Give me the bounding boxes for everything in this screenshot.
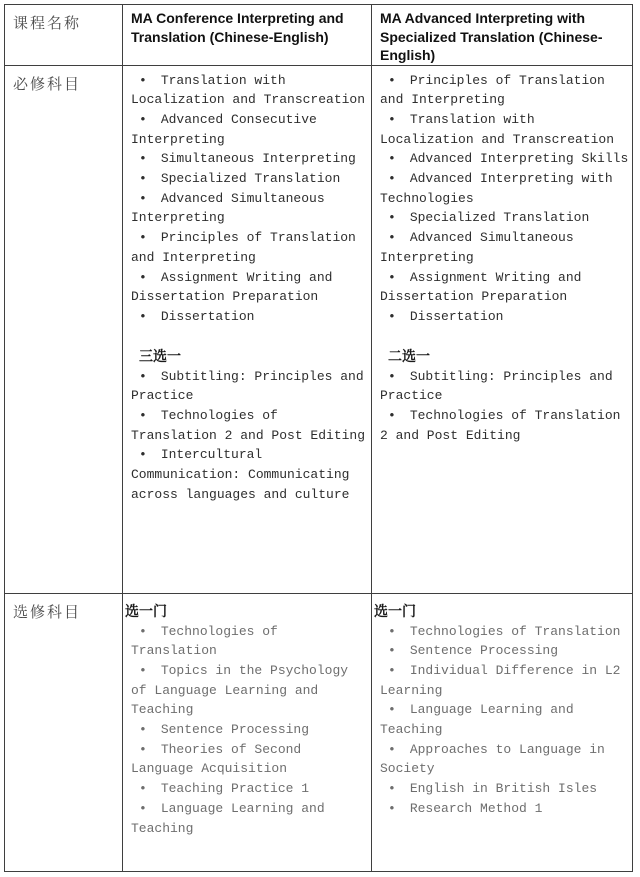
required-program1-cell	[123, 65, 372, 593]
course-name: Subtitling: Principles and Practice	[380, 368, 613, 404]
bullet-icon: •	[388, 643, 396, 659]
program2-title-header: MA Advanced Interpreting with Specialized Translation (Chinese-English)	[372, 5, 633, 66]
course-item	[123, 149, 371, 169]
course-item	[123, 228, 371, 267]
course-name: Advanced Interpreting with Technologies	[380, 171, 613, 206]
bullet-icon: •	[139, 72, 147, 88]
required-row-label: 必修科目	[5, 65, 123, 593]
course-name: Technologies of Translation 2 and Post Editing	[380, 408, 621, 443]
course-name: Translation with Localization and Transcreation	[380, 111, 615, 147]
bullet-icon: •	[139, 781, 147, 797]
course-name: Language Learning and Teaching	[380, 702, 574, 738]
course-name: Principles of Translation and Interpreting	[131, 230, 356, 265]
bullet-icon: •	[139, 190, 147, 206]
course-item	[372, 661, 632, 700]
bullet-icon: •	[139, 447, 147, 463]
course-item	[372, 228, 632, 267]
required-program2-list	[372, 71, 632, 327]
course-name: Advanced Simultaneous Interpreting	[131, 190, 325, 226]
course-item	[123, 110, 371, 149]
course-item	[372, 208, 632, 228]
bullet-icon: •	[388, 368, 396, 384]
course-name: Approaches to Language in Society	[380, 741, 605, 777]
course-item	[372, 740, 632, 779]
course-name: Advanced Interpreting Skills	[409, 151, 629, 167]
course-item	[372, 307, 632, 327]
course-name: Advanced Consecutive Interpreting	[131, 111, 317, 147]
course-name: Principles of Translation and Interpreting	[380, 72, 605, 108]
course-name: Research Method 1	[409, 800, 543, 816]
course-name-header: 课程名称	[5, 5, 123, 66]
bullet-icon: •	[139, 171, 147, 187]
course-item	[123, 406, 371, 445]
choose-one-heading-program1: 选一门	[125, 602, 167, 619]
page	[0, 4, 640, 877]
course-item	[123, 307, 371, 327]
bullet-icon: •	[388, 741, 396, 757]
choose-one-of-three-heading: 三选一	[139, 347, 181, 364]
course-item	[123, 189, 371, 228]
bullet-icon: •	[139, 230, 147, 246]
course-item	[123, 740, 371, 779]
elective-program2-cell	[372, 593, 633, 871]
bullet-icon: •	[388, 702, 396, 718]
course-name: Assignment Writing and Dissertation Preparation	[380, 269, 582, 305]
bullet-icon: •	[388, 210, 396, 226]
course-item	[123, 799, 371, 838]
course-item	[123, 169, 371, 189]
course-name: Sentence Processing	[409, 643, 559, 659]
course-name: Intercultural Communication: Communicating across languages and culture	[131, 447, 350, 502]
bullet-icon: •	[139, 623, 147, 639]
course-item	[372, 622, 632, 642]
course-name: Subtitling: Principles and Practice	[131, 368, 364, 404]
required-courses-row	[5, 65, 633, 593]
bullet-icon: •	[139, 368, 147, 384]
course-item	[372, 110, 632, 149]
bullet-icon: •	[388, 230, 396, 246]
course-name: Teaching Practice 1	[160, 781, 310, 797]
course-name: Language Learning and Teaching	[131, 800, 325, 836]
course-item	[123, 445, 371, 504]
bullet-icon: •	[388, 800, 396, 816]
course-item	[123, 622, 371, 661]
course-name: Technologies of Translation	[131, 623, 278, 659]
required-program1-list	[123, 71, 371, 327]
course-item	[123, 367, 371, 406]
bullet-icon: •	[139, 662, 147, 678]
course-item	[372, 71, 632, 110]
bullet-icon: •	[388, 623, 396, 639]
course-item	[372, 799, 632, 819]
bullet-icon: •	[139, 111, 147, 127]
required-program1-choose-list	[123, 367, 371, 505]
course-item	[372, 779, 632, 799]
course-name: Sentence Processing	[160, 722, 310, 738]
course-name: Individual Difference in L2 Learning	[380, 662, 621, 698]
elective-courses-row	[5, 593, 633, 871]
course-name: Specialized Translation	[409, 210, 590, 226]
bullet-icon: •	[388, 408, 396, 424]
bullet-icon: •	[388, 111, 396, 127]
course-item	[123, 268, 371, 307]
course-item	[372, 169, 632, 208]
bullet-icon: •	[139, 269, 147, 285]
course-item	[123, 661, 371, 720]
header-row	[5, 5, 633, 66]
bullet-icon: •	[139, 151, 147, 167]
elective-program1-list	[123, 622, 371, 839]
course-name: English in British Isles	[409, 781, 598, 797]
course-item	[372, 367, 632, 406]
course-item	[123, 720, 371, 740]
course-name: Specialized Translation	[160, 171, 341, 187]
bullet-icon: •	[139, 408, 147, 424]
curriculum-table	[4, 4, 633, 872]
bullet-icon: •	[388, 72, 396, 88]
bullet-icon: •	[388, 171, 396, 187]
bullet-icon: •	[388, 662, 396, 678]
bullet-icon: •	[139, 722, 147, 738]
course-name: Dissertation	[160, 308, 255, 324]
course-item	[372, 149, 632, 169]
course-name: Translation with Localization and Transcreation	[131, 72, 366, 108]
elective-row-label: 选修科目	[5, 593, 123, 871]
course-item	[372, 406, 632, 445]
elective-program1-cell	[123, 593, 372, 871]
elective-program2-list	[372, 622, 632, 819]
course-item	[372, 268, 632, 307]
choose-one-of-two-heading: 二选一	[388, 347, 430, 364]
bullet-icon: •	[388, 151, 396, 167]
bullet-icon: •	[139, 800, 147, 816]
choose-one-heading-program2: 选一门	[374, 602, 416, 619]
course-name: Topics in the Psychology of Language Learning and Teaching	[131, 662, 349, 718]
bullet-icon: •	[388, 269, 396, 285]
course-name: Advanced Simultaneous Interpreting	[380, 230, 574, 265]
program1-title-header: MA Conference Interpreting and Translation (Chinese-English)	[123, 5, 372, 66]
required-program2-choose-list	[372, 367, 632, 446]
course-name: Technologies of Translation 2 and Post Editing	[131, 408, 366, 443]
course-name: Assignment Writing and Dissertation Preparation	[131, 269, 333, 305]
course-name: Simultaneous Interpreting	[160, 151, 356, 167]
course-name: Dissertation	[409, 308, 504, 324]
course-item	[123, 71, 371, 110]
course-item	[372, 700, 632, 739]
course-item	[123, 779, 371, 799]
course-name: Theories of Second Language Acquisition	[131, 741, 302, 777]
course-item	[372, 641, 632, 661]
required-program2-cell	[372, 65, 633, 593]
bullet-icon: •	[139, 308, 147, 324]
bullet-icon: •	[388, 308, 396, 324]
bullet-icon: •	[139, 741, 147, 757]
bullet-icon: •	[388, 781, 396, 797]
course-name: Technologies of Translation	[409, 623, 621, 639]
